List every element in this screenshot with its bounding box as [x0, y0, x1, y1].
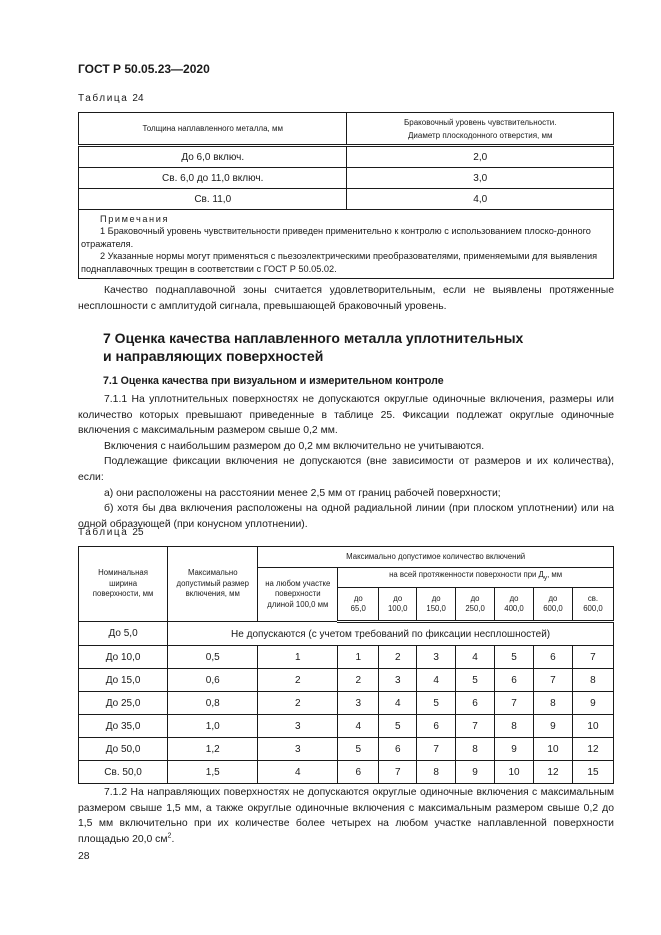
range-value: 600,0: [543, 604, 563, 613]
caption-number: 25: [132, 527, 144, 538]
header-line: Браковочный уровень чувствительности.: [404, 117, 557, 127]
table-row: [79, 692, 614, 715]
range-label: до: [431, 593, 441, 603]
cell: 1: [258, 646, 338, 669]
note-2: 2 Указанные нормы могут применяться с пьезоэлектрическими преобразователями, применяемыми для выявления поднаплавочных трещин в соответствии с ГОСТ Р 50.05.02.: [81, 251, 598, 274]
cell: 1,2: [168, 738, 258, 761]
caption-label: Таблица: [78, 93, 129, 104]
cell: До 50,0: [79, 738, 168, 761]
cell: 2,0: [347, 146, 614, 168]
table-row: [79, 715, 614, 738]
paragraph-zone-quality: Качество поднаплавочной зоны считается удовлетворительным, если не выявлены протяженные несплошности с амплитудой сигнала, превышающей браковочный уровень.: [78, 285, 614, 312]
cell: 6: [495, 669, 534, 692]
cell: 3: [258, 738, 338, 761]
header-range: [495, 588, 534, 622]
cell: 7: [572, 646, 613, 669]
section-7-title: [103, 329, 523, 365]
header-whole-length: [338, 568, 614, 588]
cell: До 35,0: [79, 715, 168, 738]
cell: 5: [495, 646, 534, 669]
header-unit: , мм: [547, 570, 563, 580]
range-value: 65,0: [350, 604, 366, 613]
header-range: [338, 588, 379, 622]
superscript: 2: [167, 832, 172, 840]
page-number: 28: [78, 851, 90, 862]
section-7-1-2-text: [78, 785, 614, 847]
header-range: [379, 588, 417, 622]
range-value: 150,0: [426, 604, 446, 613]
header-max-count: Максимально допустимое количество включений: [258, 547, 614, 568]
table-row: [79, 646, 614, 669]
header-width: Номинальная ширина поверхности, мм: [79, 547, 168, 622]
cell: Св. 11,0: [79, 189, 347, 210]
table-row: [79, 669, 614, 692]
header-range: [572, 588, 613, 622]
cell: 10: [495, 761, 534, 784]
cell: 2: [338, 669, 379, 692]
cell: 4: [379, 692, 417, 715]
cell: До 5,0: [79, 622, 168, 646]
cell: 7: [456, 715, 495, 738]
table-row: [79, 738, 614, 761]
cell: До 10,0: [79, 646, 168, 669]
cell: 6: [456, 692, 495, 715]
paragraph: Подлежащие фиксации включения не допускаются (вне зависимости от размеров и их количества), если:: [78, 456, 614, 483]
cell: 8: [495, 715, 534, 738]
table-row: [79, 168, 614, 189]
cell: 7: [533, 669, 572, 692]
cell: 12: [572, 738, 613, 761]
header-line: Диаметр плоскодонного отверстия, мм: [407, 130, 553, 140]
range-label: до: [548, 593, 558, 603]
paragraph: 7.1.1 На уплотнительных поверхностях не допускаются округлые одиночные включения, размеры или количество которых превышают приведенные в таблице 25. Фиксации подлежат округлые одиночные включения с максимальным размером свыше 0,2 мм.: [78, 394, 614, 437]
cell: 5: [338, 738, 379, 761]
table-24-caption: [78, 93, 144, 104]
cell: 8: [533, 692, 572, 715]
cell: 3,0: [347, 168, 614, 189]
note-1: 1 Браковочный уровень чувствительности приведен применительно к контролю с использованием плоско-донного отражателя.: [81, 226, 591, 249]
table-25-caption: [78, 527, 144, 538]
cell: 10: [533, 738, 572, 761]
range-label: до: [509, 593, 519, 603]
cell: 3: [417, 646, 456, 669]
range-label: св.: [587, 593, 599, 603]
cell: 8: [417, 761, 456, 784]
paragraph: Включения с наибольшим размером до 0,2 мм включительно не учитываются.: [104, 440, 485, 452]
table-row: [79, 189, 614, 210]
cell: 2: [258, 669, 338, 692]
cell: 9: [533, 715, 572, 738]
cell: 6: [533, 646, 572, 669]
header-any-section: на любом участке поверхности длиной 100,0 мм: [258, 568, 338, 622]
cell: 0,8: [168, 692, 258, 715]
header-diameter: [347, 113, 614, 146]
table-row: [79, 146, 614, 168]
paragraph: а) они расположены на расстоянии менее 2,5 мм от границ рабочей поверхности;: [104, 487, 501, 499]
cell: 4: [258, 761, 338, 784]
cell: 2: [258, 692, 338, 715]
title-line: 7 Оценка качества наплавленного металла уплотнительных: [103, 330, 524, 346]
cell: 12: [533, 761, 572, 784]
range-value: 100,0: [387, 604, 408, 613]
cell: До 6,0 включ.: [79, 146, 347, 168]
header-sub: у: [543, 575, 548, 583]
header-thickness: Толщина наплавленного металла, мм: [79, 113, 347, 146]
punctuation: .: [171, 833, 175, 845]
cell: Св. 50,0: [79, 761, 168, 784]
notes-title: Примечания: [100, 214, 170, 224]
header-range: [417, 588, 456, 622]
cell: 4: [417, 669, 456, 692]
range-value: 400,0: [504, 604, 524, 613]
table-25: [78, 546, 614, 784]
cell: 9: [495, 738, 534, 761]
range-label: до: [393, 593, 403, 603]
cell: 8: [456, 738, 495, 761]
caption-number: 24: [132, 93, 144, 104]
cell: 0,5: [168, 646, 258, 669]
cell: 1,5: [168, 761, 258, 784]
cell: 15: [572, 761, 613, 784]
section-7-1-1-text: [78, 392, 614, 532]
cell: Св. 6,0 до 11,0 включ.: [79, 168, 347, 189]
header-text: на всей протяженности поверхности при Д: [389, 570, 544, 580]
table-row: [79, 622, 614, 646]
caption-label: Таблица: [78, 527, 129, 538]
cell: 4,0: [347, 189, 614, 210]
paragraph: 7.1.2 На направляющих поверхностях не допускаются округлые одиночные включения с максимальным размером свыше 1,5 мм, а также округлые одиночные включения с максимальным размером свыше 0,2 до 1,5 мм включительно при их количестве более четырех на любом участке наплавленной поверхности площадью 20,0 см: [78, 787, 614, 845]
cell: 2: [379, 646, 417, 669]
title-line: и направляющих поверхностей: [103, 348, 324, 364]
table-row: [79, 761, 614, 784]
cell: 5: [456, 669, 495, 692]
cell: 6: [338, 761, 379, 784]
cell: 7: [495, 692, 534, 715]
paragraph: б) хотя бы два включения расположены на одной радиальной линии (при плоском уплотнении) или на одной образующей (при конусном уплотнении).: [78, 503, 614, 530]
cell: 3: [338, 692, 379, 715]
cell: 8: [572, 669, 613, 692]
cell: 5: [417, 692, 456, 715]
cell: 7: [379, 761, 417, 784]
cell: До 25,0: [79, 692, 168, 715]
cell: 4: [338, 715, 379, 738]
cell: 3: [379, 669, 417, 692]
cell: 3: [258, 715, 338, 738]
cell: 1: [338, 646, 379, 669]
range-value: 600,0: [583, 604, 603, 613]
cell: 6: [417, 715, 456, 738]
table-notes: [79, 210, 614, 279]
cell: До 15,0: [79, 669, 168, 692]
cell: 9: [572, 692, 613, 715]
header-range: [456, 588, 495, 622]
cell: 5: [379, 715, 417, 738]
range-label: до: [353, 593, 363, 603]
table-24: [78, 112, 614, 279]
cell: 0,6: [168, 669, 258, 692]
cell: 1,0: [168, 715, 258, 738]
cell: 4: [456, 646, 495, 669]
cell: 9: [456, 761, 495, 784]
subsection-7-1-title: 7.1 Оценка качества при визуальном и измерительном контроле: [103, 375, 444, 387]
cell: 10: [572, 715, 613, 738]
range-label: до: [470, 593, 480, 603]
cell: 7: [417, 738, 456, 761]
header-max-size: Максимально допустимый размер включения, мм: [168, 547, 258, 622]
header-range: [533, 588, 572, 622]
range-value: 250,0: [465, 604, 485, 613]
cell: 6: [379, 738, 417, 761]
cell: Не допускаются (с учетом требований по фиксации несплошностей): [168, 622, 614, 646]
document-id: ГОСТ Р 50.05.23—2020: [78, 62, 210, 76]
